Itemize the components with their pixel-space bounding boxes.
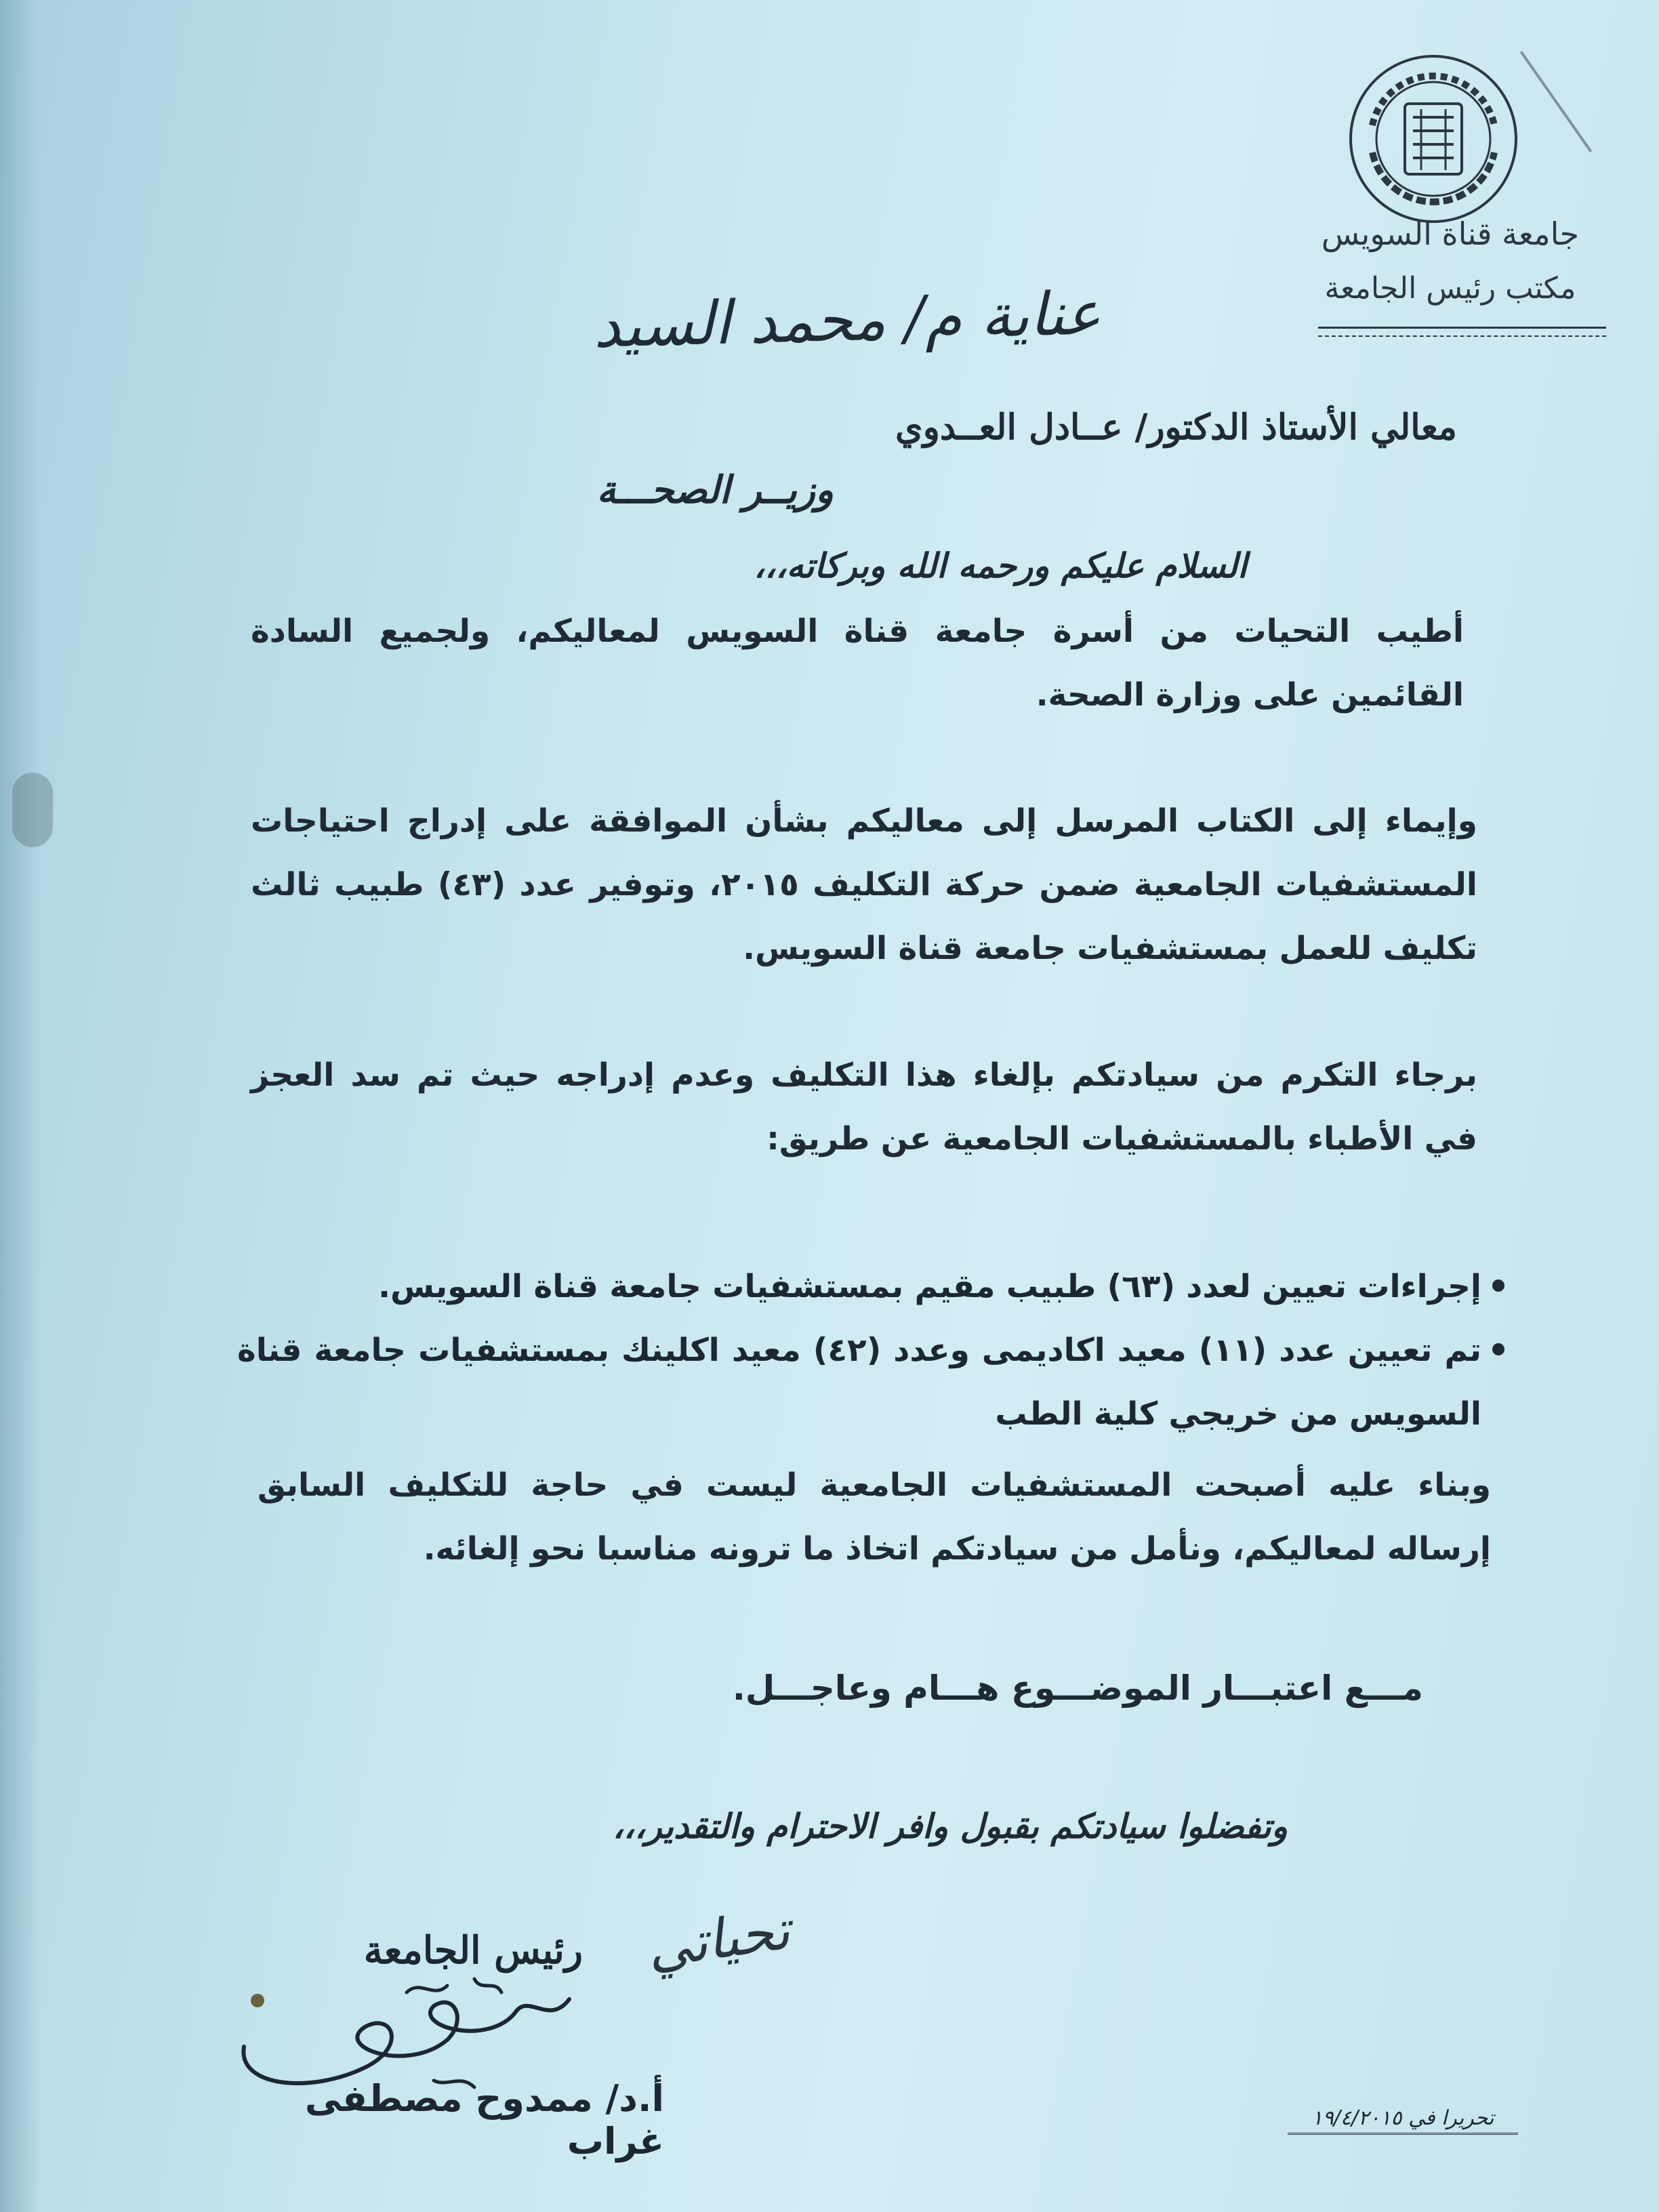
paper-shadow-edge — [0, 0, 41, 2212]
greeting: السلام عليكم ورحمه الله وبركاته،،، — [754, 546, 1247, 586]
list-item-text: إجراءات تعيين لعدد (٦٣) طبيب مقيم بمستشفيات جامعة قناة السويس. — [378, 1268, 1481, 1305]
closing-regards: وتفضلوا سيادتكم بقبول وافر الاحترام والتقدير،،، — [613, 1806, 1288, 1846]
paragraph-conclusion: وبناء عليه أصبحت المستشفيات الجامعية ليست في حاجة للتكليف السابق إرساله لمعاليكم، ونأمل من سيادتكم اتخاذ ما ترونه مناسبا نحو إلغائه. — [258, 1467, 1491, 1568]
list-item — [237, 1255, 1504, 1319]
office-name: مكتب رئيس الجامعة — [1324, 271, 1576, 306]
university-name: جامعة قناة السويس — [1321, 216, 1580, 252]
date-reference: تحريرا في ١٩/٤/٢٠١٥ — [1288, 2106, 1518, 2135]
handwritten-routing-note: عناية م/ محمد السيد — [592, 278, 1102, 361]
handwritten-initials: تحياتي — [642, 1898, 794, 1981]
bullet-icon — [1492, 1343, 1504, 1355]
signatory-name: أ.د/ ممدوح مصطفى غراب — [304, 2077, 664, 2163]
recipient-line: معالي الأستاذ الدكتور/ عــادل العــدوي — [895, 407, 1457, 448]
paper-crease-mark — [1520, 51, 1593, 152]
bullet-icon — [1492, 1279, 1504, 1292]
closing-urgent-note: مـــع اعتبـــار الموضـــوع هـــام وعاجـــل. — [732, 1668, 1423, 1708]
paragraph-reference: وإيماء إلى الكتاب المرسل إلى معاليكم بشأن الموافقة على إدراج احتياجات المستشفيات الجامعية ضمن حركة التكليف ٢٠١٥، وتوفير عدد (٤٣) طبيب ثالث تكليف للعمل بمستشفيات جامعة قناة السويس. — [251, 802, 1477, 967]
list-item — [237, 1319, 1504, 1446]
paragraph-request: برجاء التكرم من سيادتكم بإلغاء هذا التكليف وعدم إدراجه حيث تم سد العجز في الأطباء بالمستشفيات الجامعية عن طريق: — [251, 1057, 1477, 1158]
measures-list — [237, 1255, 1504, 1446]
recipient-title: وزيــر الصحـــة — [596, 468, 834, 512]
university-seal-logo — [1345, 51, 1521, 227]
paragraph-greetings: أطيب التحيات من أسرة جامعة قناة السويس لمعاليكم، ولجميع السادة القائمين على وزارة الصحة. — [251, 613, 1464, 714]
header-divider — [1318, 327, 1606, 337]
punch-hole-mark — [12, 773, 53, 847]
signatory-title: رئيس الجامعة — [363, 1928, 583, 1973]
list-item-text: تم تعيين عدد (١١) معيد اكاديمى وعدد (٤٢) معيد اكلينك بمستشفيات جامعة قناة السويس من خريجي كلية الطب — [237, 1332, 1481, 1433]
